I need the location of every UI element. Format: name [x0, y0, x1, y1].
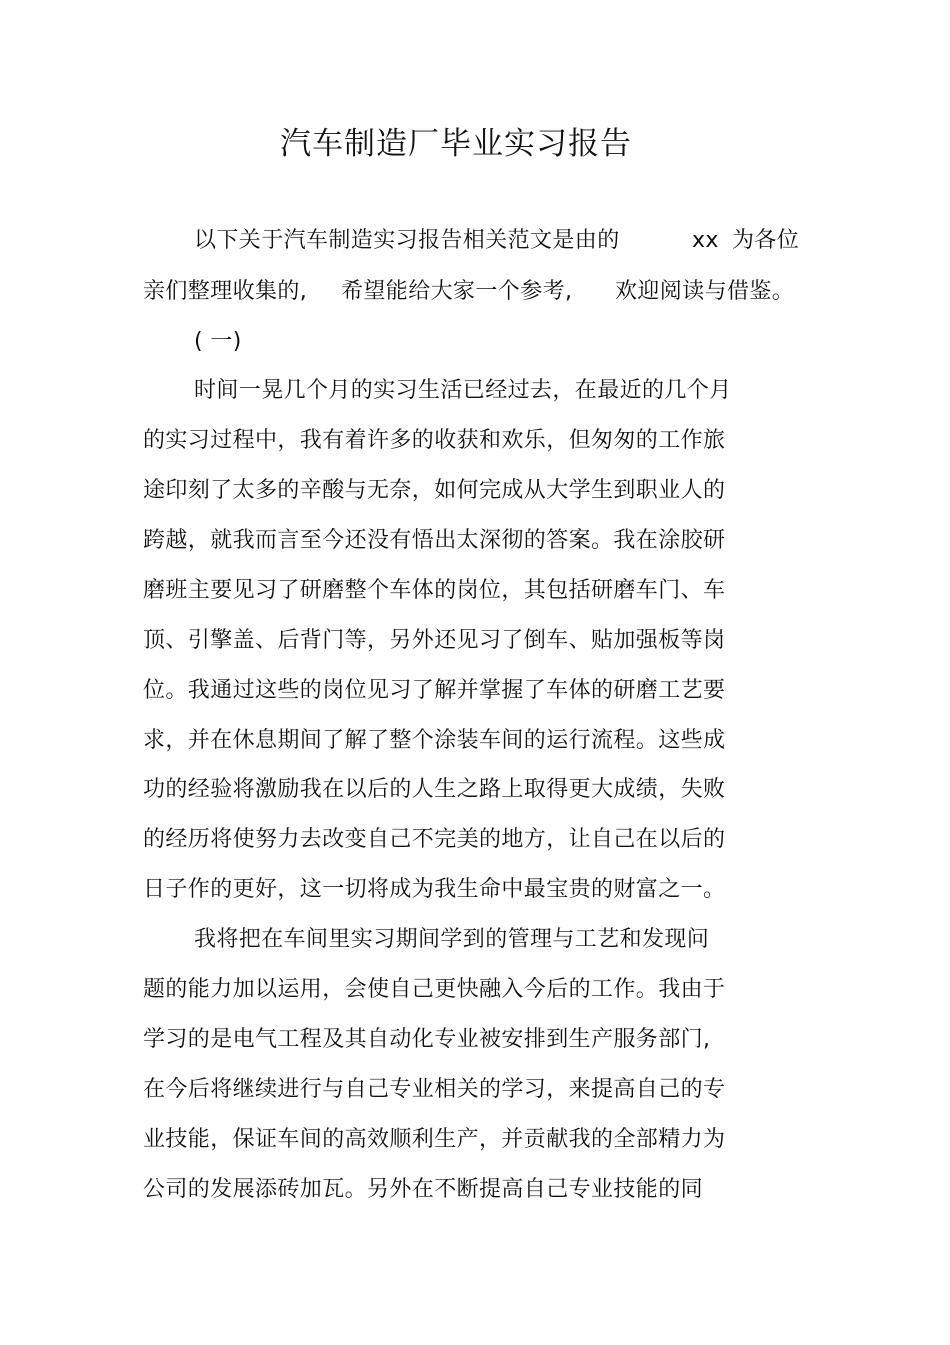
paragraph-1-line: 功的经验将激励我在以后的人生之路上取得更大成绩，失败	[143, 777, 726, 802]
intro-line-1-end: 为各位	[732, 228, 800, 253]
paragraph-1-line: 时间一晃几个月的实习生活已经过去，在最近的几个月	[194, 378, 732, 403]
document-title: 汽车制造厂毕业实习报告	[280, 126, 632, 162]
paragraph-2-line: 公司的发展添砖加瓦。另外在不断提高自己专业技能的同	[143, 1177, 704, 1202]
paragraph-1-line: 磨班主要见习了研磨整个车体的岗位，其包括研磨车门、车	[143, 578, 726, 603]
paragraph-1-line: 的实习过程中，我有着许多的收获和欢乐，但匆匆的工作旅	[143, 428, 726, 453]
paragraph-2-line: 我将把在车间里实习期间学到的管理与工艺和发现问	[194, 927, 710, 952]
paragraph-1-line: 途印刻了太多的辛酸与无奈，如何完成从大学生到职业人的	[143, 478, 726, 503]
paragraph-1-line: 跨越，就我而言至今还没有悟出太深彻的答案。我在涂胶研	[143, 528, 726, 553]
paragraph-2-line: 业技能，保证车间的高效顺利生产，并贡献我的全部精力为	[143, 1127, 726, 1152]
paragraph-1-line: 日子作的更好，这一切将成为我生命中最宝贵的财富之一。	[143, 877, 726, 902]
paragraph-1-line: 位。我通过这些的岗位见习了解并掌握了车体的研磨工艺要	[143, 678, 726, 703]
intro-line-1-text: 以下关于汽车制造实习报告相关范文是由的	[194, 228, 620, 253]
intro-line-2-part-1: 亲们整理收集的,	[143, 279, 308, 304]
paragraph-2-line: 学习的是电气工程及其自动化专业被安排到生产服务部门,	[143, 1027, 711, 1052]
intro-line-2-part-2: 希望能给大家一个参考,	[341, 279, 573, 304]
paragraph-1-line: 的经历将使努力去改变自己不完美的地方，让自己在以后的	[143, 827, 726, 852]
intro-line-2	[0, 277, 950, 307]
intro-placeholder-xx: xx	[692, 228, 719, 253]
paragraph-1-line: 顶、引擎盖、后背门等，另外还见习了倒车、贴加强板等岗	[143, 628, 726, 653]
intro-line-1	[0, 226, 950, 256]
paragraph-2-line: 在今后将继续进行与自己专业相关的学习，来提高自己的专	[143, 1077, 726, 1102]
paragraph-2-line: 题的能力加以运用，会使自己更快融入今后的工作。我由于	[143, 977, 726, 1002]
paragraph-1-line: 求，并在休息期间了解了整个涂装车间的运行流程。这些成	[143, 728, 726, 753]
section-label: ( 一)	[194, 329, 242, 354]
intro-line-2-part-3: 欢迎阅读与借鉴。	[615, 279, 795, 304]
